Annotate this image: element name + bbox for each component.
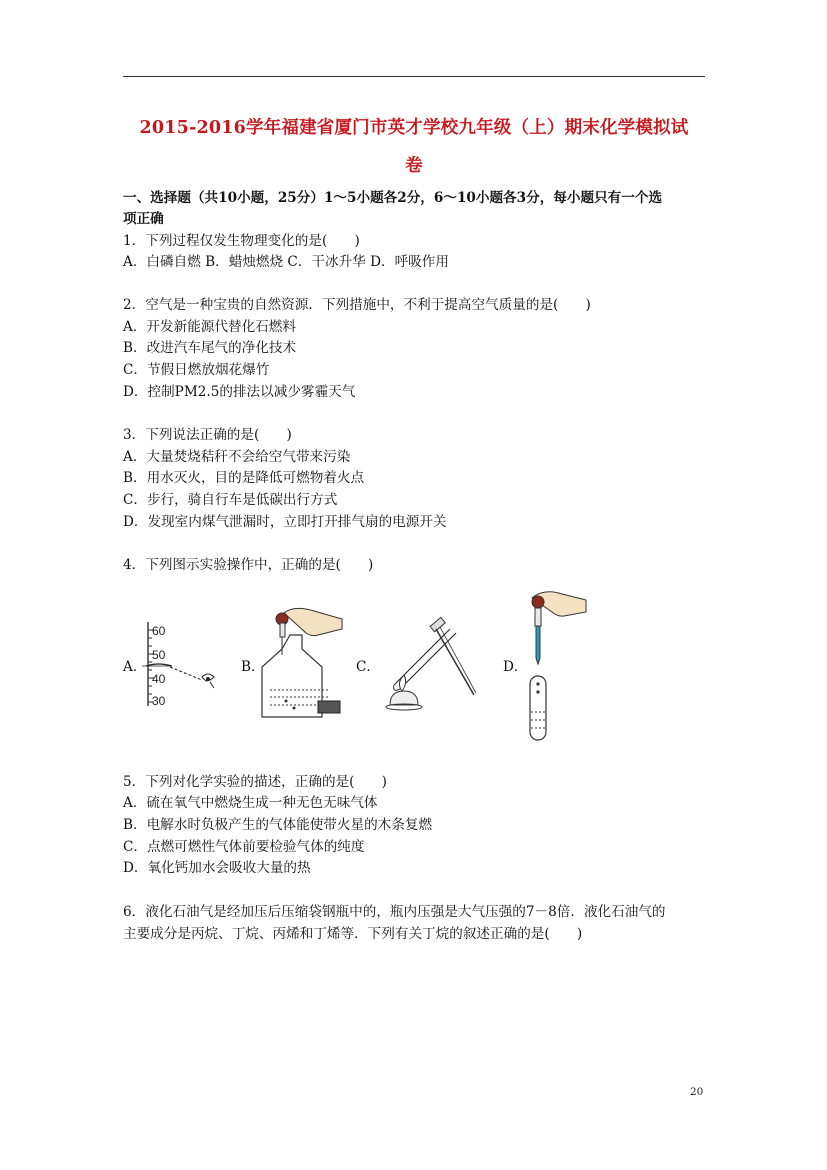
question-2-option-a: A．开发新能源代替化石燃料	[123, 319, 296, 335]
page-title-line1: 2015-2016学年福建省厦门市英才学校九年级（上）期末化学模拟试	[139, 118, 689, 138]
question-3-option-d: D．发现室内煤气泄漏时，立即打开排气扇的电源开关	[123, 514, 447, 530]
question-3-option-b: B．用水灭火，目的是降低可燃物着火点	[123, 470, 365, 486]
figure-b-label: B．	[241, 659, 265, 675]
page-number: 20	[690, 1086, 704, 1098]
question-5-stem: 5．下列对化学实验的描述，正确的是( )	[123, 774, 387, 790]
question-3-option-a: A．大量焚烧秸秆不会给空气带来污染	[123, 449, 351, 465]
graduated-cylinder-figure	[140, 620, 230, 710]
cylinder-tick-60: 60	[152, 624, 166, 638]
question-5-option-b: B．电解水时负极产生的气体能使带火星的木条复燃	[123, 817, 433, 833]
question-5-option-a: A．硫在氧气中燃烧生成一种无色无味气体	[123, 795, 378, 811]
question-2-option-d: D．控制PM2.5的排法以减少雾霾天气	[123, 384, 356, 400]
question-1-options: A．白磷自燃 B．蜡烛燃烧 C．干冰升华 D．呼吸作用	[123, 254, 449, 270]
dropper-bottle-figure	[262, 605, 352, 720]
question-3-stem: 3．下列说法正确的是( )	[123, 427, 292, 443]
question-3-option-c: C．步行，骑自行车是低碳出行方式	[123, 492, 338, 508]
figure-c-label: C．	[356, 659, 380, 675]
dropper-tube-figure	[522, 588, 592, 748]
header-rule	[123, 76, 705, 77]
question-4-stem: 4．下列图示实验操作中，正确的是( )	[123, 557, 374, 573]
question-2-stem: 2．空气是一种宝贵的自然资源．下列措施中，不利于提高空气质量的是( )	[123, 297, 591, 313]
cylinder-tick-40: 40	[152, 672, 166, 686]
page-title-line2: 卷	[405, 156, 423, 176]
question-6-stem-line2: 主要成分是丙烷、丁烷、丙烯和丁烯等．下列有关丁烷的叙述正确的是( )	[123, 926, 583, 942]
question-1-stem: 1．下列过程仅发生物理变化的是( )	[123, 233, 360, 249]
cylinder-tick-30: 30	[152, 694, 166, 708]
question-2-option-c: C．节假日燃放烟花爆竹	[123, 362, 270, 378]
question-5-option-d: D．氧化钙加水会吸收大量的热	[123, 860, 311, 876]
test-tube-heating-figure	[376, 615, 486, 715]
figure-d-label: D．	[503, 659, 528, 675]
section-heading-line1: 一、选择题（共10小题，25分）1～5小题各2分，6～10小题各3分，每小题只有一个选	[123, 190, 663, 206]
question-2-option-b: B．改进汽车尾气的净化技术	[123, 340, 297, 356]
figure-a-label: A．	[123, 659, 147, 675]
cylinder-tick-50: 50	[152, 648, 166, 662]
question-5-option-c: C．点燃可燃性气体前要检验气体的纯度	[123, 839, 365, 855]
section-heading-line2: 项正确	[123, 211, 164, 227]
question-6-stem-line1: 6．液化石油气是经加压后压缩袋钢瓶中的，瓶内压强是大气压强的7－8倍．液化石油气的	[123, 904, 666, 920]
